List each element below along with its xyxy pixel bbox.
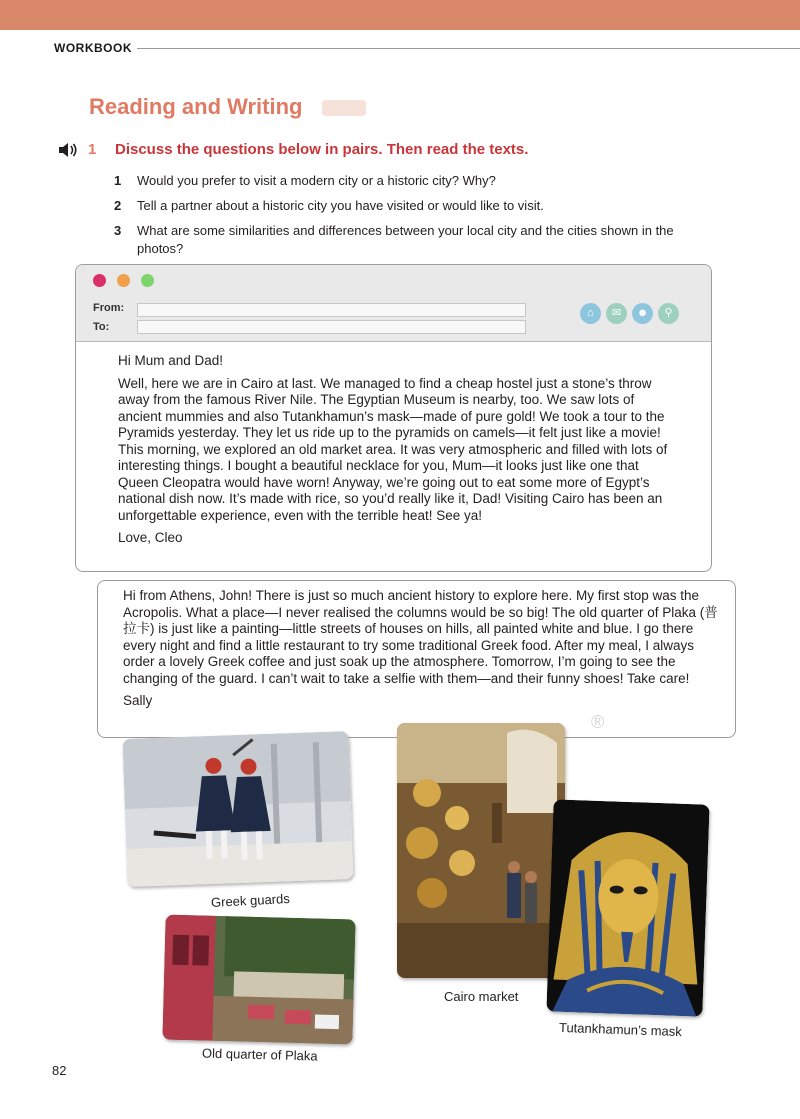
plaka-photo — [162, 915, 355, 1045]
greek-guards-photo — [122, 731, 353, 887]
question-text: Tell a partner about a historic city you have visited or would like to visit. — [137, 198, 544, 213]
question-number: 2 — [114, 198, 122, 213]
workbook-label: WORKBOOK — [54, 41, 132, 55]
tutankhamun-mask-photo — [546, 799, 709, 1016]
caption-cairo-market: Cairo market — [444, 989, 519, 1004]
postcard-box — [97, 580, 736, 738]
maximize-window-icon[interactable] — [141, 274, 154, 287]
to-label: To: — [93, 321, 110, 333]
search-icon[interactable]: ⚲ — [658, 303, 679, 324]
caption-greek-guards: Greek guards — [210, 890, 291, 911]
section-title: Reading and Writing — [89, 94, 303, 119]
email-signoff: Love, Cleo — [118, 530, 183, 545]
question-item — [114, 172, 707, 190]
audio-speaker-icon[interactable] — [58, 141, 78, 159]
header-rule — [137, 48, 800, 49]
question-item — [114, 197, 707, 215]
top-color-bar — [0, 0, 800, 30]
close-window-icon[interactable] — [93, 274, 106, 287]
from-field[interactable] — [137, 303, 526, 317]
page-number: 82 — [52, 1063, 67, 1078]
email-text: Well, here we are in Cairo at last. We managed to find a cheap hostel just a stone’s throw away from the famous River Nile. The Egyptian Museum is nearby, too. We saw lots of ancient mummies and also Tutankhamun’s mask—made of pure gold! We took a tour to the Pyramids yesterday. They let us ride up to the pyramids on camels—it felt just like a movie! This morning, we explored an old market area. It was very atmospheric and filled with lots of interesting things. I bought a beautiful necklace for you, Mum—it looks just like one that Queen Cleopatra would have worn! Anyway, we’re going out to eat some more of Egypt’s national dish now. It’s made with rice, so you’d really like it, Dad! Visiting Cairo has been an unforgettable experience, even with the terrible heat! See ya! — [118, 375, 668, 523]
caption-tutankhamun-mask: Tutankhamun’s mask — [558, 1019, 683, 1040]
from-label: From: — [93, 302, 125, 314]
question-number: 3 — [114, 223, 122, 238]
caption-plaka: Old quarter of Plaka — [201, 1045, 318, 1064]
task-instruction: Discuss the questions below in pairs. Then read the texts. — [115, 141, 529, 158]
home-icon[interactable]: ⌂ — [580, 303, 601, 324]
email-window — [75, 264, 712, 572]
mail-icon[interactable]: ✉ — [606, 303, 627, 324]
postcard-text: Hi from Athens, John! There is just so much ancient history to explore here. My first stop was the Acropolis. What a place—I never realised the columns would be so big! The old quarter of Plaka (普拉卡) is just like a painting—little streets of houses on hills, all painted white and blue. I go there every night and find a little restaurant to try some traditional Greek food. After my meal, I always order a lovely Greek coffee and just soak up the atmosphere. Tomorrow, I’m going to see the changing of the guard. I can’t wait to take a selfie with them—and their funny shoes! Take care! — [123, 588, 718, 686]
postcard-signoff: Sally — [123, 693, 153, 708]
to-field[interactable] — [137, 320, 526, 334]
contacts-icon[interactable]: ☻ — [632, 303, 653, 324]
question-item — [114, 222, 707, 258]
question-text: Would you prefer to visit a modern city or a historic city? Why? — [137, 173, 496, 188]
email-body — [118, 353, 673, 547]
email-greeting: Hi Mum and Dad! — [118, 353, 224, 368]
task-number: 1 — [88, 141, 97, 158]
title-decoration — [322, 100, 366, 116]
question-text: What are some similarities and differences between your local city and the cities shown in the photos? — [137, 223, 674, 256]
question-number: 1 — [114, 173, 122, 188]
postcard-body — [123, 588, 718, 710]
cairo-market-photo — [397, 723, 565, 978]
registered-mark: ® — [591, 712, 605, 732]
email-header — [76, 265, 711, 342]
minimize-window-icon[interactable] — [117, 274, 130, 287]
